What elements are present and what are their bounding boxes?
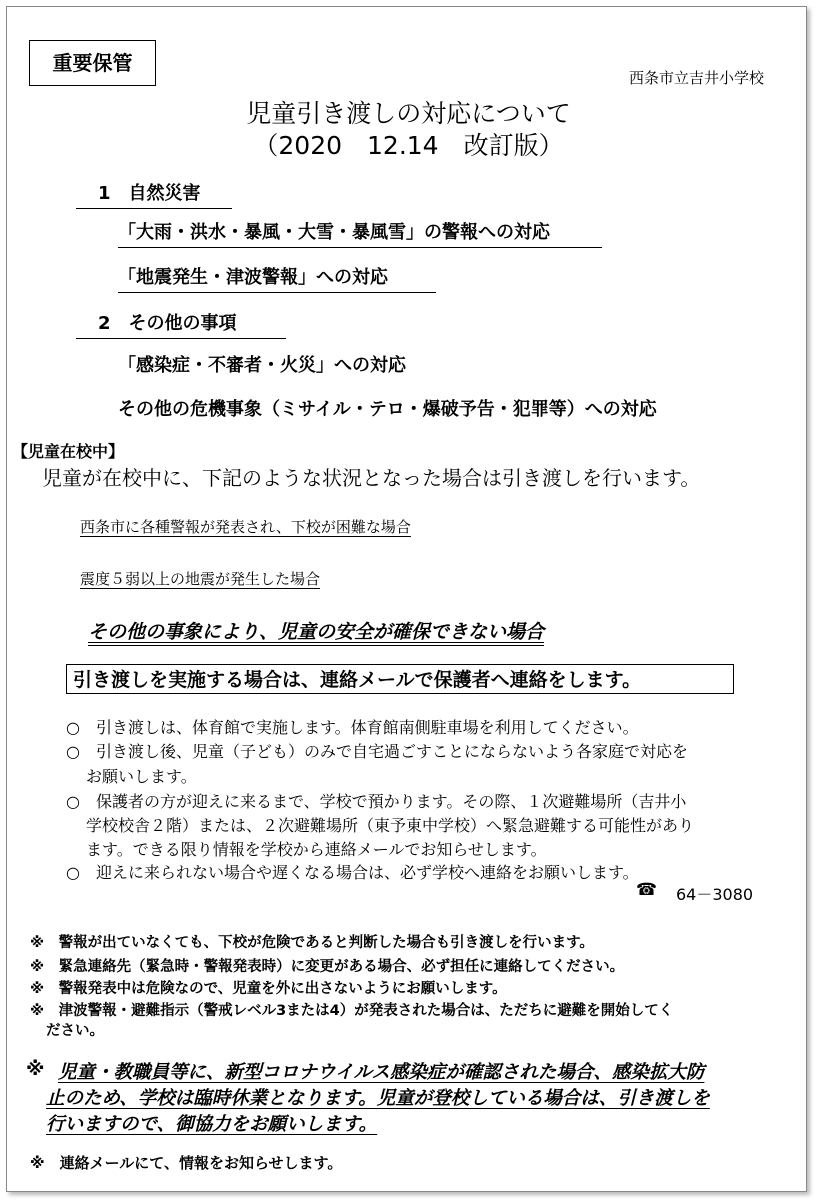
case-safety: その他の事象により、児童の安全が確保できない場合 [88,621,545,643]
handover-notice: 引き渡しを実施する場合は、連絡メールで保護者へ連絡をします。 [66,664,734,694]
page-title: 児童引き渡しの対応について [246,99,571,128]
section-item-storm-warning: 「大雨・洪水・暴風・大雪・暴風雪」の警報への対応 [118,218,602,248]
covid-notice-line: 行いますので、御協力をお願いします。 [46,1114,378,1135]
note-item: ※ 津波警報・避難指示（警戒レベル3または4）が発表された場合は、ただちに避難を開始してく [30,1003,674,1019]
covid-notice-line: 児童・教職員等に、新型コロナウイルス感染症が確認された場合、感染拡大防 [58,1062,705,1083]
note-item: ※ 緊急連絡先（緊急時・警報発表時）に変更がある場合、必ず担任に連絡してください。 [30,959,625,975]
list-item-continued: ます。できる限り情報を学校から連絡メールでお知らせします。 [86,840,547,859]
section-item-infection: 「感染症・不審者・火災」への対応 [118,355,406,376]
note-item: ※ 警報発表中は危険なので、児童を外に出さないようにお願いします。 [30,981,507,997]
phone-number: 64－3080 [676,885,754,904]
note-item-continued: ださい。 [46,1023,104,1039]
list-item: ○ 迎えに来られない場合や遅くなる場合は、必ず学校へ連絡をお願いします。 [66,863,639,882]
case-storm-warning: 西条市に各種警報が発表され、下校が困難な場合 [80,518,411,536]
important-stamp: 重要保管 [29,40,156,86]
school-name: 西条市立吉井小学校 [629,69,765,87]
section-item-crisis: その他の危機事象（ミサイル・テロ・爆破予告・犯罪等）への対応 [118,399,657,420]
list-item: ○ 引き渡し後、児童（子ども）のみで自宅過ごすことにならないよう各家庭で対応を [66,742,688,761]
in-school-lead: 児童が在校中に、下記のような状況となった場合は引き渡しを行います。 [42,466,701,490]
covid-notice-line: 止のため、学校は臨時休業となります。児童が登校している場合は、引き渡しを [46,1088,710,1109]
in-school-heading: 【児童在校中】 [12,442,125,461]
list-item-continued: 学校校舎２階）または、２次避難場所（東予東中学校）へ緊急避難する可能性があり [86,816,695,835]
list-item: ○ 引き渡しは、体育館で実施します。体育館南側駐車場を利用してください。 [66,718,639,737]
list-item-continued: お願いします。 [86,767,197,786]
telephone-icon: ☎ [636,880,658,900]
case-earthquake: 震度５弱以上の地震が発生した場合 [80,570,321,588]
section-natural-disaster: 1 自然災害 [76,179,232,209]
revision-subtitle: （2020 12.14 改訂版） [253,131,564,160]
section-other-matters: 2 その他の事項 [76,309,286,339]
covid-mark: ※ [26,1058,45,1080]
section-item-earthquake: 「地震発生・津波警報」への対応 [118,263,436,293]
list-item: ○ 保護者の方が迎えに来るまで、学校で預かります。その際、１次避難場所（吉井小 [66,792,687,811]
footer-note: ※ 連絡メールにて、情報をお知らせします。 [30,1154,343,1172]
note-item: ※ 警報が出ていなくても、下校が危険であると判断した場合も引き渡しを行います。 [30,935,594,951]
